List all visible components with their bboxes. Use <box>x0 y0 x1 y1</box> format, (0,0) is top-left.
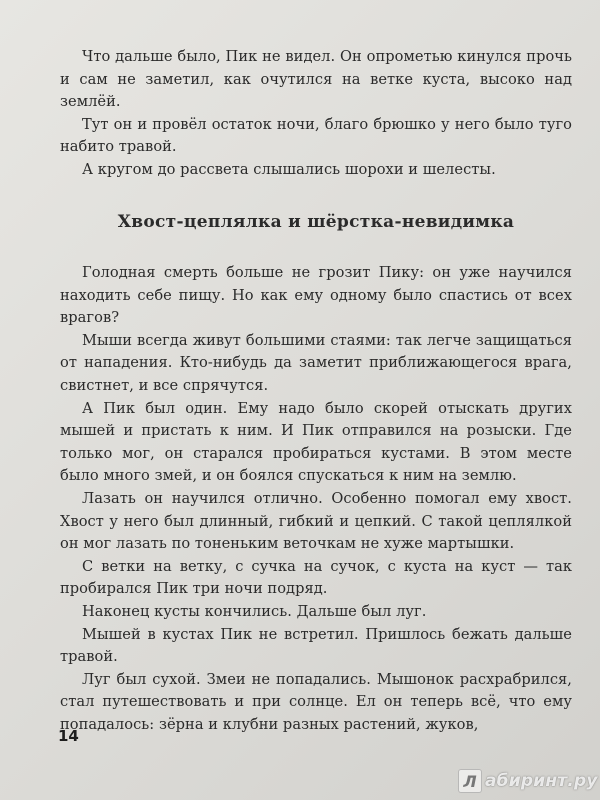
watermark <box>458 768 598 794</box>
paragraph: Наконец кусты кончились. Дальше был луг. <box>82 602 427 620</box>
paragraph: Мышей в кустах Пик не встретил. Пришлось бежать дальше травой. <box>60 625 572 666</box>
paragraph: С ветки на ветку, с сучка на сучок, с куста на куст — так пробирался Пик три ночи подряд. <box>60 557 572 598</box>
paragraph: Лазать он научился отлично. Особенно помогал ему хвост. Хвост у него был длинный, гибкий и цепкий. С такой цеплялкой он мог лазать по тоненьким веточкам не хуже мартышки. <box>60 489 572 553</box>
chapter-title: Хвост-цеплялка и шёрстка-невидимка <box>117 212 515 232</box>
watermark-text: абиринт.ру <box>485 771 598 791</box>
paragraph: Мыши всегда живут большими стаями: так легче защищаться от нападения. Кто-нибудь да заметит приближающегося врага, свистнет, и все спрячутся. <box>60 331 572 394</box>
page-number: 14 <box>58 727 79 745</box>
paragraph: А Пик был один. Ему надо было скорей отыскать других мышей и пристать к ним. И Пик отправился на розыски. Где только мог, он старался пробираться кустами. В этом месте было много змей, и он боялся спускаться к ним на землю. <box>60 399 572 485</box>
paragraph: Тут он и провёл остаток ночи, благо брюшко у него было туго набито травой. <box>60 115 572 156</box>
paragraph: Луг был сухой. Змеи не попадались. Мышонок расхрабрился, стал путешествовать и при солнце. Ел он теперь всё, что ему попадалось: зёрна и клубни разных растений, жуков, <box>60 670 572 733</box>
top-text-block <box>60 46 572 182</box>
labirint-logo-icon: Л <box>458 769 482 793</box>
paragraph: Голодная смерть больше не грозит Пику: он уже научился находить себе пищу. Но как ему одному было спастись от всех врагов? <box>60 264 572 327</box>
chapter-body <box>60 262 572 736</box>
paragraph: А кругом до рассвета слышались шорохи и шелесты. <box>82 160 496 178</box>
paragraph: Что дальше было, Пик не видел. Он опрометью кинулся прочь и сам не заметил, как очутился на ветке куста, высоко над землёй. <box>60 48 572 111</box>
